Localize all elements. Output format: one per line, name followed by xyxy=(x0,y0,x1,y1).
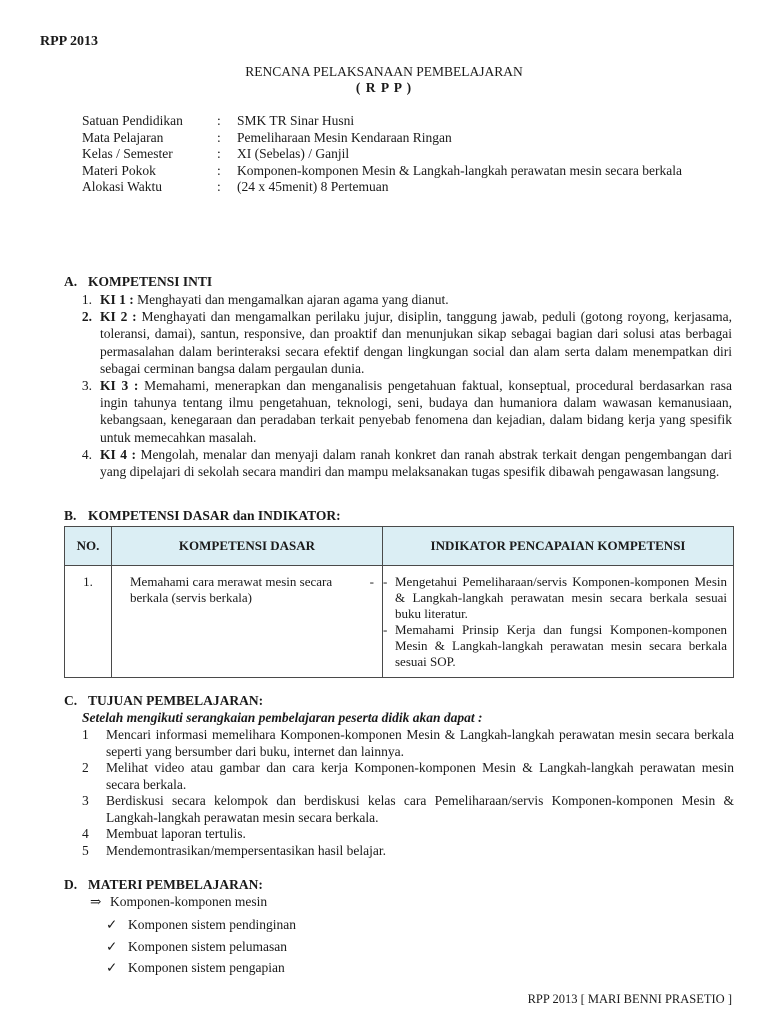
list-number: 1. xyxy=(81,292,92,307)
ki-text: Menghayati dan mengamalkan perilaku jujur, disiplin, tanggung jawab, peduli (gotong royong, kerjasama, toleransi, damai), santun, responsive, dan proaktif dan menunjukan sikap sebagai bagian dari solusi atas berbagai permasalahan dalam berinteraksi secara efektif dengan lingkungan social dan alam serta dalam menempatkan diri sebagai cerminan bangsa dalam pergaulan dunia. xyxy=(100,309,732,376)
identity-block xyxy=(82,113,734,196)
cell-indicators xyxy=(383,566,734,678)
section-letter: D. xyxy=(64,877,78,892)
topic-text: Komponen-komponen mesin xyxy=(110,894,268,909)
objective-text: Berdiskusi secara kelompok dan berdiskusi kelas cara Pemeliharaan/servis Komponen-komponen Mesin & Langkah-langkah perawatan mesin secara berkala. xyxy=(106,793,734,825)
identity-colon: : xyxy=(217,179,221,195)
identity-value: XI (Sebelas) / Ganjil xyxy=(237,146,350,162)
list-item xyxy=(64,446,732,480)
header-tag: RPP 2013 xyxy=(40,34,98,49)
page-footer: RPP 2013 [ MARI BENNI PRASETIO ] xyxy=(527,992,732,1006)
section-a-heading xyxy=(64,274,212,290)
list-item xyxy=(82,760,734,793)
identity-row xyxy=(82,146,734,163)
ki-text: Menghayati dan mengamalkan ajaran agama yang dianut. xyxy=(137,292,449,307)
list-item xyxy=(106,936,296,958)
column-header-indicator: INDIKATOR PENCAPAIAN KOMPETENSI xyxy=(383,527,734,566)
list-number: 5 xyxy=(82,842,89,858)
section-title: KOMPETENSI INTI xyxy=(88,274,213,289)
identity-colon: : xyxy=(217,162,221,178)
identity-colon: : xyxy=(217,129,221,145)
identity-row xyxy=(82,130,734,147)
objective-text: Mencari informasi memelihara Komponen-komponen Mesin & Langkah-langkah perawatan mesin secara berkala seperti yang bersumber dari buku, internet dan lainnya. xyxy=(106,727,734,759)
identity-label: Mata Pelajaran xyxy=(82,129,164,145)
list-number: 4 xyxy=(82,826,89,841)
list-item xyxy=(82,727,734,760)
identity-label: Satuan Pendidikan xyxy=(82,113,183,128)
material-text: Komponen sistem pendinginan xyxy=(128,917,296,932)
checkmark-icon: ✓ xyxy=(106,917,118,932)
table-header-row xyxy=(65,527,734,566)
identity-row xyxy=(82,163,734,180)
section-title: TUJUAN PEMBELAJARAN: xyxy=(88,693,264,708)
identity-value: Pemeliharaan Mesin Kendaraan Ringan xyxy=(237,129,452,145)
list-number: 4. xyxy=(81,446,92,462)
list-number: 3 xyxy=(82,793,89,808)
section-c-heading xyxy=(64,693,263,709)
list-item xyxy=(64,377,732,446)
identity-colon: : xyxy=(217,113,221,128)
checkmark-icon: ✓ xyxy=(106,960,118,975)
indicator-text: Memahami Prinsip Kerja dan fungsi Komponen-komponen Mesin & Langkah-langkah perawatan mesin secara berkala sesuai SOP. xyxy=(395,622,727,669)
identity-colon: : xyxy=(217,146,221,162)
identity-value: Komponen-komponen Mesin & Langkah-langkah perawatan mesin secara berkala xyxy=(237,162,682,178)
identity-value: (24 x 45menit) 8 Pertemuan xyxy=(237,179,389,195)
objective-text: Mendemontrasikan/mempersentasikan hasil belajar. xyxy=(106,842,387,858)
list-item xyxy=(82,793,734,826)
ki-text: Memahami, menerapkan dan menganalisis pengetahuan faktual, konseptual, procedural berdasarkan rasa ingin tahunya tentang ilmu pengetahuan, teknologi, seni, budaya dan humaniora dalam wawasan kemanusiaan, kebangsaan, kenegaraan dan peradaban terkait penyebab fenomena dan kejadian, dalam bidang kerja yang spesifik untuk memecahkan masalah. xyxy=(100,378,733,445)
list-item xyxy=(82,843,734,860)
identity-label: Kelas / Semester xyxy=(82,146,173,162)
material-text: Komponen sistem pelumasan xyxy=(128,938,287,954)
list-number: 3. xyxy=(81,378,92,394)
indicator-dash: - xyxy=(383,574,388,589)
identity-row xyxy=(82,179,734,196)
identity-row xyxy=(82,113,734,130)
ki-text: Mengolah, menalar dan menyaji dalam ranah konkret dan ranah abstrak terkait dengan pengembangan dari yang dipelajari di sekolah secara mandiri dan mampu melaksanakan tugas spesifik dibawah pengawasan langsung. xyxy=(100,446,733,480)
material-checklist xyxy=(106,914,296,979)
list-number: 2 xyxy=(82,760,89,775)
cell-no: 1. xyxy=(65,566,112,678)
list-item xyxy=(106,957,296,979)
core-competence-list xyxy=(64,291,732,480)
indicator-item xyxy=(383,622,727,670)
objectives-list xyxy=(82,727,734,859)
kd-text: Memahami cara merawat mesin secara berkala (servis berkala) xyxy=(130,574,333,605)
list-number: 2. xyxy=(81,309,92,325)
arrow-icon: ⇒ xyxy=(90,894,102,909)
list-item xyxy=(64,308,732,377)
ki-label: KI 4 : xyxy=(100,446,136,462)
section-letter: A. xyxy=(64,274,78,289)
identity-label: Materi Pokok xyxy=(82,162,156,178)
objective-text: Membuat laporan tertulis. xyxy=(106,826,246,841)
list-item xyxy=(64,291,732,308)
objectives-intro: Setelah mengikuti serangkaian pembelajaran peserta didik akan dapat : xyxy=(82,710,483,725)
material-text: Komponen sistem pengapian xyxy=(128,960,285,975)
list-number: 1 xyxy=(82,727,89,742)
list-item xyxy=(106,914,296,936)
competence-table xyxy=(64,526,734,678)
kd-dash: - xyxy=(369,574,374,589)
cell-kd xyxy=(112,566,383,678)
section-letter: C. xyxy=(64,693,78,708)
column-header-no: NO. xyxy=(65,527,112,566)
objective-text: Melihat video atau gambar dan cara kerja Komponen-komponen Mesin & Langkah-langkah perawatan mesin secara berkala. xyxy=(106,760,734,792)
identity-value: SMK TR Sinar Husni xyxy=(237,113,355,128)
document-title: RENCANA PELAKSANAAN PEMBELAJARAN xyxy=(245,64,523,79)
identity-label: Alokasi Waktu xyxy=(82,179,163,195)
indicator-text: Mengetahui Pemeliharaan/servis Komponen-komponen Mesin & Langkah-langkah perawatan mesin secara berkala sesuai buku literatur. xyxy=(395,574,727,621)
section-title: KOMPETENSI DASAR dan INDIKATOR: xyxy=(88,508,341,523)
ki-label: KI 1 : xyxy=(100,292,134,307)
section-title: MATERI PEMBELAJARAN: xyxy=(88,877,263,892)
list-item xyxy=(82,826,734,843)
table-row xyxy=(65,566,734,678)
checkmark-icon: ✓ xyxy=(106,938,118,954)
column-header-kd: KOMPETENSI DASAR xyxy=(112,527,383,566)
section-letter: B. xyxy=(64,508,77,523)
indicator-dash: - xyxy=(383,622,388,637)
section-d-heading xyxy=(64,877,263,893)
ki-label: KI 2 : xyxy=(100,309,137,325)
document-subtitle: ( R P P ) xyxy=(355,80,413,95)
indicator-item xyxy=(383,574,727,622)
section-b-heading xyxy=(64,508,341,524)
ki-label: KI 3 : xyxy=(100,378,139,394)
material-topic xyxy=(90,894,267,910)
